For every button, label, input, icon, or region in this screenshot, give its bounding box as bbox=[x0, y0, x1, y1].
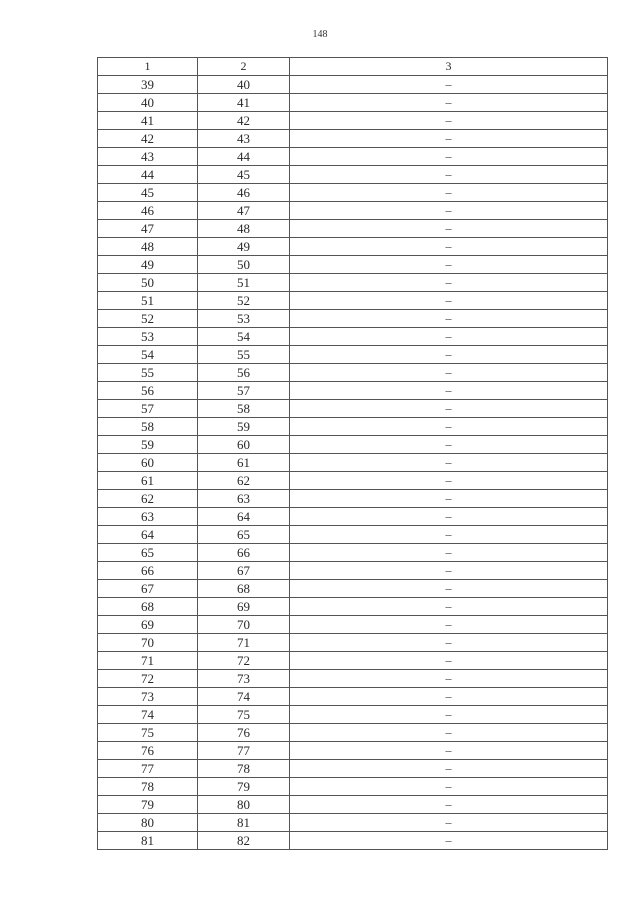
table-cell-col-2: 50 bbox=[198, 256, 290, 274]
table-row bbox=[98, 472, 608, 490]
table-cell-col-2: 66 bbox=[198, 544, 290, 562]
table-cell-col-2: 44 bbox=[198, 148, 290, 166]
table-cell-col-1: 40 bbox=[98, 94, 198, 112]
table-row bbox=[98, 256, 608, 274]
table-cell-col-1: 61 bbox=[98, 472, 198, 490]
table-cell-col-2: 65 bbox=[198, 526, 290, 544]
table-cell-col-2: 78 bbox=[198, 760, 290, 778]
table-cell-col-2: 81 bbox=[198, 814, 290, 832]
table-cell-col-3: – bbox=[290, 382, 608, 400]
table-row bbox=[98, 166, 608, 184]
table-row bbox=[98, 328, 608, 346]
table-cell-col-2: 57 bbox=[198, 382, 290, 400]
data-table-container bbox=[97, 57, 607, 850]
table-cell-col-2: 73 bbox=[198, 670, 290, 688]
table-cell-col-3: – bbox=[290, 688, 608, 706]
table-cell-col-2: 71 bbox=[198, 634, 290, 652]
table-cell-col-3: – bbox=[290, 742, 608, 760]
table-cell-col-2: 63 bbox=[198, 490, 290, 508]
table-cell-col-1: 76 bbox=[98, 742, 198, 760]
table-cell-col-1: 62 bbox=[98, 490, 198, 508]
table-row bbox=[98, 742, 608, 760]
table-cell-col-3: – bbox=[290, 526, 608, 544]
table-cell-col-3: – bbox=[290, 544, 608, 562]
table-cell-col-3: – bbox=[290, 454, 608, 472]
table-cell-col-3: – bbox=[290, 184, 608, 202]
table-cell-col-1: 75 bbox=[98, 724, 198, 742]
table-cell-col-1: 43 bbox=[98, 148, 198, 166]
table-cell-col-1: 51 bbox=[98, 292, 198, 310]
table-cell-col-1: 77 bbox=[98, 760, 198, 778]
table-row bbox=[98, 688, 608, 706]
table-cell-col-3: – bbox=[290, 310, 608, 328]
table-cell-col-1: 50 bbox=[98, 274, 198, 292]
table-cell-col-3: – bbox=[290, 706, 608, 724]
table-cell-col-3: – bbox=[290, 130, 608, 148]
table-cell-col-3: – bbox=[290, 724, 608, 742]
table-cell-col-1: 72 bbox=[98, 670, 198, 688]
table-row bbox=[98, 202, 608, 220]
table-cell-col-3: – bbox=[290, 760, 608, 778]
table-row bbox=[98, 112, 608, 130]
table-cell-col-3: – bbox=[290, 76, 608, 94]
table-cell-col-1: 64 bbox=[98, 526, 198, 544]
table-row bbox=[98, 670, 608, 688]
table-cell-col-1: 65 bbox=[98, 544, 198, 562]
table-cell-col-2: 62 bbox=[198, 472, 290, 490]
table-cell-col-2: 82 bbox=[198, 832, 290, 850]
table-cell-col-1: 60 bbox=[98, 454, 198, 472]
table-cell-col-2: 53 bbox=[198, 310, 290, 328]
table-cell-col-3: – bbox=[290, 634, 608, 652]
table-cell-col-2: 80 bbox=[198, 796, 290, 814]
table-cell-col-1: 73 bbox=[98, 688, 198, 706]
table-row bbox=[98, 526, 608, 544]
table-cell-col-1: 42 bbox=[98, 130, 198, 148]
table-cell-col-3: – bbox=[290, 112, 608, 130]
table-body bbox=[98, 76, 608, 850]
table-cell-col-1: 54 bbox=[98, 346, 198, 364]
table-cell-col-2: 77 bbox=[198, 742, 290, 760]
column-header-1: 1 bbox=[98, 58, 198, 76]
table-row bbox=[98, 796, 608, 814]
table-row bbox=[98, 778, 608, 796]
table-row bbox=[98, 814, 608, 832]
table-cell-col-1: 56 bbox=[98, 382, 198, 400]
table-cell-col-1: 67 bbox=[98, 580, 198, 598]
page-number: 148 bbox=[312, 29, 328, 40]
table-cell-col-2: 41 bbox=[198, 94, 290, 112]
table-row bbox=[98, 454, 608, 472]
table-cell-col-3: – bbox=[290, 562, 608, 580]
table-cell-col-3: – bbox=[290, 94, 608, 112]
table-row bbox=[98, 418, 608, 436]
table-cell-col-3: – bbox=[290, 364, 608, 382]
table-cell-col-3: – bbox=[290, 256, 608, 274]
table-cell-col-1: 81 bbox=[98, 832, 198, 850]
table-cell-col-2: 69 bbox=[198, 598, 290, 616]
table-cell-col-1: 47 bbox=[98, 220, 198, 238]
table-cell-col-3: – bbox=[290, 418, 608, 436]
table-cell-col-1: 39 bbox=[98, 76, 198, 94]
table-cell-col-2: 70 bbox=[198, 616, 290, 634]
table-cell-col-1: 49 bbox=[98, 256, 198, 274]
table-cell-col-1: 48 bbox=[98, 238, 198, 256]
table-cell-col-2: 75 bbox=[198, 706, 290, 724]
table-cell-col-2: 59 bbox=[198, 418, 290, 436]
data-table bbox=[97, 57, 608, 850]
table-row bbox=[98, 382, 608, 400]
table-cell-col-1: 68 bbox=[98, 598, 198, 616]
table-cell-col-3: – bbox=[290, 346, 608, 364]
table-cell-col-2: 76 bbox=[198, 724, 290, 742]
table-cell-col-3: – bbox=[290, 220, 608, 238]
column-header-2: 2 bbox=[198, 58, 290, 76]
table-row bbox=[98, 580, 608, 598]
table-cell-col-1: 74 bbox=[98, 706, 198, 724]
table-cell-col-3: – bbox=[290, 598, 608, 616]
table-cell-col-3: – bbox=[290, 814, 608, 832]
table-cell-col-2: 51 bbox=[198, 274, 290, 292]
table-cell-col-3: – bbox=[290, 652, 608, 670]
table-cell-col-3: – bbox=[290, 490, 608, 508]
table-cell-col-2: 40 bbox=[198, 76, 290, 94]
table-row bbox=[98, 706, 608, 724]
table-row bbox=[98, 238, 608, 256]
table-row bbox=[98, 634, 608, 652]
table-cell-col-3: – bbox=[290, 202, 608, 220]
table-cell-col-3: – bbox=[290, 580, 608, 598]
table-cell-col-1: 63 bbox=[98, 508, 198, 526]
table-cell-col-3: – bbox=[290, 238, 608, 256]
table-row bbox=[98, 76, 608, 94]
table-cell-col-1: 41 bbox=[98, 112, 198, 130]
table-row bbox=[98, 544, 608, 562]
table-row bbox=[98, 274, 608, 292]
table-cell-col-2: 79 bbox=[198, 778, 290, 796]
table-row bbox=[98, 832, 608, 850]
table-row bbox=[98, 652, 608, 670]
table-cell-col-2: 45 bbox=[198, 166, 290, 184]
table-row bbox=[98, 400, 608, 418]
table-cell-col-3: – bbox=[290, 328, 608, 346]
table-cell-col-3: – bbox=[290, 292, 608, 310]
table-row bbox=[98, 436, 608, 454]
table-cell-col-1: 79 bbox=[98, 796, 198, 814]
table-cell-col-1: 71 bbox=[98, 652, 198, 670]
table-row bbox=[98, 562, 608, 580]
table-cell-col-2: 54 bbox=[198, 328, 290, 346]
table-cell-col-2: 42 bbox=[198, 112, 290, 130]
table-cell-col-2: 64 bbox=[198, 508, 290, 526]
table-row bbox=[98, 94, 608, 112]
table-cell-col-2: 43 bbox=[198, 130, 290, 148]
table-row bbox=[98, 148, 608, 166]
table-cell-col-3: – bbox=[290, 166, 608, 184]
table-cell-col-1: 45 bbox=[98, 184, 198, 202]
table-row bbox=[98, 598, 608, 616]
table-cell-col-2: 55 bbox=[198, 346, 290, 364]
table-row bbox=[98, 346, 608, 364]
table-row bbox=[98, 292, 608, 310]
table-cell-col-2: 46 bbox=[198, 184, 290, 202]
table-row bbox=[98, 760, 608, 778]
table-cell-col-1: 46 bbox=[98, 202, 198, 220]
table-cell-col-2: 48 bbox=[198, 220, 290, 238]
table-cell-col-1: 57 bbox=[98, 400, 198, 418]
table-cell-col-3: – bbox=[290, 832, 608, 850]
table-row bbox=[98, 130, 608, 148]
table-cell-col-1: 80 bbox=[98, 814, 198, 832]
table-cell-col-2: 68 bbox=[198, 580, 290, 598]
table-cell-col-3: – bbox=[290, 508, 608, 526]
table-cell-col-1: 52 bbox=[98, 310, 198, 328]
table-cell-col-2: 61 bbox=[198, 454, 290, 472]
table-cell-col-1: 59 bbox=[98, 436, 198, 454]
table-cell-col-3: – bbox=[290, 796, 608, 814]
table-row bbox=[98, 490, 608, 508]
table-cell-col-3: – bbox=[290, 148, 608, 166]
table-cell-col-2: 74 bbox=[198, 688, 290, 706]
table-cell-col-3: – bbox=[290, 436, 608, 454]
table-cell-col-3: – bbox=[290, 670, 608, 688]
table-cell-col-1: 78 bbox=[98, 778, 198, 796]
table-cell-col-3: – bbox=[290, 616, 608, 634]
table-cell-col-1: 69 bbox=[98, 616, 198, 634]
table-row bbox=[98, 184, 608, 202]
table-cell-col-2: 56 bbox=[198, 364, 290, 382]
table-cell-col-2: 58 bbox=[198, 400, 290, 418]
table-row bbox=[98, 364, 608, 382]
table-cell-col-3: – bbox=[290, 472, 608, 490]
table-cell-col-2: 72 bbox=[198, 652, 290, 670]
table-cell-col-2: 67 bbox=[198, 562, 290, 580]
table-cell-col-2: 47 bbox=[198, 202, 290, 220]
table-row bbox=[98, 310, 608, 328]
column-header-3: 3 bbox=[290, 58, 608, 76]
table-cell-col-3: – bbox=[290, 400, 608, 418]
table-cell-col-2: 60 bbox=[198, 436, 290, 454]
table-cell-col-1: 44 bbox=[98, 166, 198, 184]
table-header-row bbox=[98, 58, 608, 76]
table-row bbox=[98, 508, 608, 526]
table-cell-col-2: 52 bbox=[198, 292, 290, 310]
table-cell-col-3: – bbox=[290, 778, 608, 796]
table-row bbox=[98, 220, 608, 238]
table-row bbox=[98, 616, 608, 634]
table-cell-col-1: 66 bbox=[98, 562, 198, 580]
table-cell-col-1: 53 bbox=[98, 328, 198, 346]
table-cell-col-1: 70 bbox=[98, 634, 198, 652]
table-row bbox=[98, 724, 608, 742]
table-cell-col-1: 58 bbox=[98, 418, 198, 436]
table-cell-col-2: 49 bbox=[198, 238, 290, 256]
table-cell-col-1: 55 bbox=[98, 364, 198, 382]
table-cell-col-3: – bbox=[290, 274, 608, 292]
